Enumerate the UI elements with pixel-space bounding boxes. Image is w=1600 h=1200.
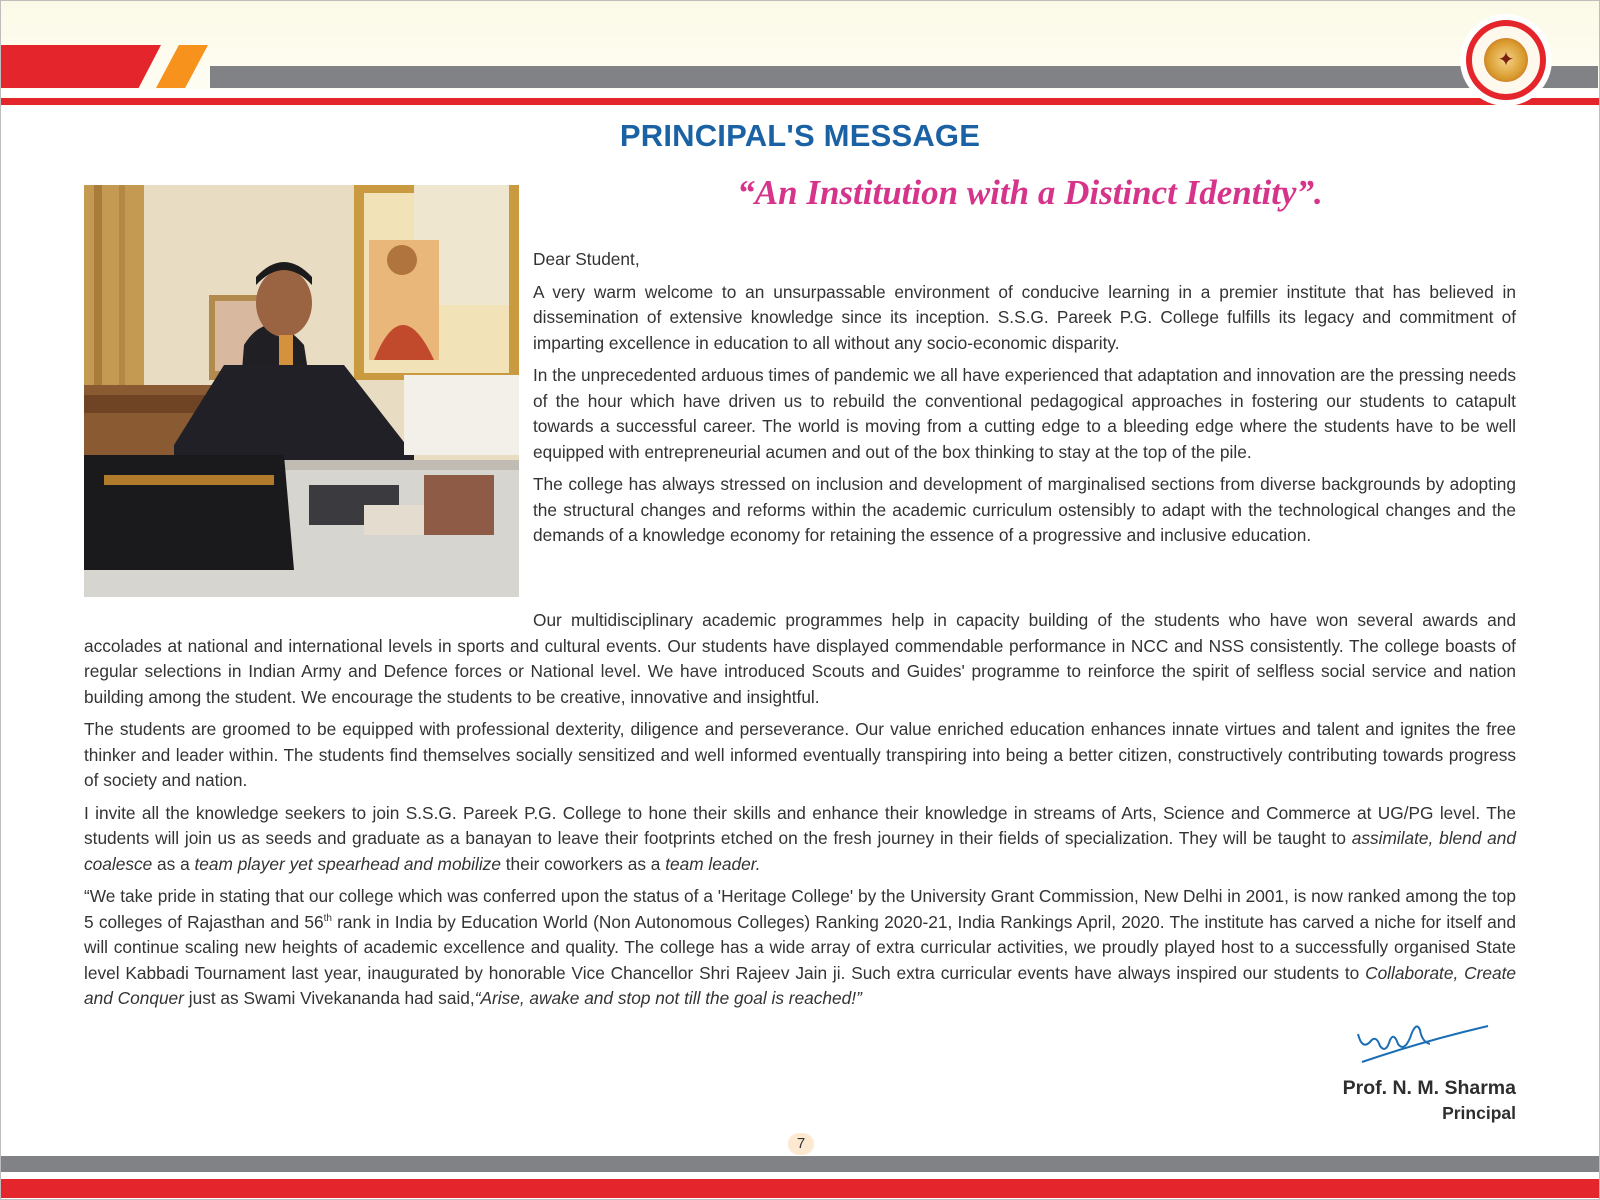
principal-photo xyxy=(84,185,519,597)
header-red-stripe xyxy=(1,98,1599,105)
paragraph-3: The college has always stressed on inclusion and development of marginalised sections from diverse backgrounds by adopting the structural changes and reforms within the academic curriculum ostensibly to adapt with the technological changes and the demands of a knowledge economy for retaining the essence of a progressive and inclusive education. xyxy=(533,474,1516,545)
header-divider xyxy=(1,89,1599,97)
signature-icon xyxy=(1350,1012,1500,1072)
principal-role: Principal xyxy=(1442,1103,1516,1123)
tagline: “An Institution with a Distinct Identity”. xyxy=(737,173,1323,212)
salutation: Dear Student, xyxy=(533,249,640,269)
paragraph-5: The students are groomed to be equipped with professional dexterity, diligence and perseverance. Our value enriched education enhances innate virtues and talent and ignites the free thinker and leader within. The students find themselves socially sensitized and well informed eventually transpiring into being a better citizen, constructively contributing towards progress of society and nation. xyxy=(84,719,1516,790)
page-title: PRINCIPAL'S MESSAGE xyxy=(619,118,981,153)
paragraph-2: In the unprecedented arduous times of pandemic we all have experienced that adaptation and innovation are the pressing needs of the hour which have driven us to rebuild the conventional pedagogical approaches in fostering our students to catapult towards a successful career. The world is moving from a cutting edge to a bleeding edge where the students have to be well equipped with entrepreneurial acumen and out of the box thinking to stay at the top of the pile. xyxy=(533,365,1516,462)
paragraph-6: I invite all the knowledge seekers to join S.S.G. Pareek P.G. College to hone their skills and enhance their knowledge in streams of Arts, Science and Commerce at UG/PG level. The students will join us as seeds and graduate as a banayan to leave their footprints etched on the fresh journey in their fields of specialization. They will be taught to assimilate, blend and coalesce as a team player yet spearhead and mobilize their coworkers as a team leader. xyxy=(84,802,1516,874)
footer-gray-stripe xyxy=(1,1156,1599,1172)
paragraph-4: Our multidisciplinary academic programmes help in capacity building of the students who have won several awards and accolades at national and international levels in sports and cultural events. Our students have displayed commendable performance in NCC and NSS consistently. The college boasts of regular selections in Indian Army and Defence forces or National level. We have introduced Scouts and Guides' programme to reinforce the spirit of selfless social service and nation building among the student. We encourage the students to be creative, innovative and insightful. xyxy=(84,610,1516,707)
message-body xyxy=(84,608,1516,1019)
paragraph-1: A very warm welcome to an unsurpassable environment of conducive learning in a premier institute that has believed in dissemination of extensive knowledge since its inception. S.S.G. Pareek P.G. College fulfills its legacy and commitment of imparting excellence in education to all without any socio-economic disparity. xyxy=(533,281,1516,353)
paragraph-7: “We take pride in stating that our college which was conferred upon the status of a 'Heritage College' by the University Grant Commission, New Delhi in 2001, is now ranked among the top 5 colleges of Rajasthan and 56th rank in India by Education World (Non Autonomous Colleges) Ranking 2020-21, India Rankings April, 2020. The institute has carved a niche for itself and will continue scaling new heights of academic excellence and quality. The college has a wide array of extra curricular activities, we proudly played host to a successfully organised State level Kabbadi Tournament last year, inaugurated by honorable Vice Chancellor Shri Rajeev Jain ji. Such extra curricular events have always inspired our students to Collaborate, Create and Conquer just as Swami Vivekananda had said,“Arise, awake and stop not till the goal is reached!” xyxy=(84,886,1516,1008)
principal-name: Prof. N. M. Sharma xyxy=(1342,1077,1516,1099)
college-logo xyxy=(1460,14,1552,106)
header-gray-stripe xyxy=(210,66,1598,88)
header-red-tab xyxy=(1,45,161,88)
page-number: 7 xyxy=(788,1133,814,1155)
college-seal-icon: ✦ xyxy=(1466,20,1546,100)
footer-red-stripe xyxy=(1,1179,1599,1198)
message-intro xyxy=(533,247,1516,556)
